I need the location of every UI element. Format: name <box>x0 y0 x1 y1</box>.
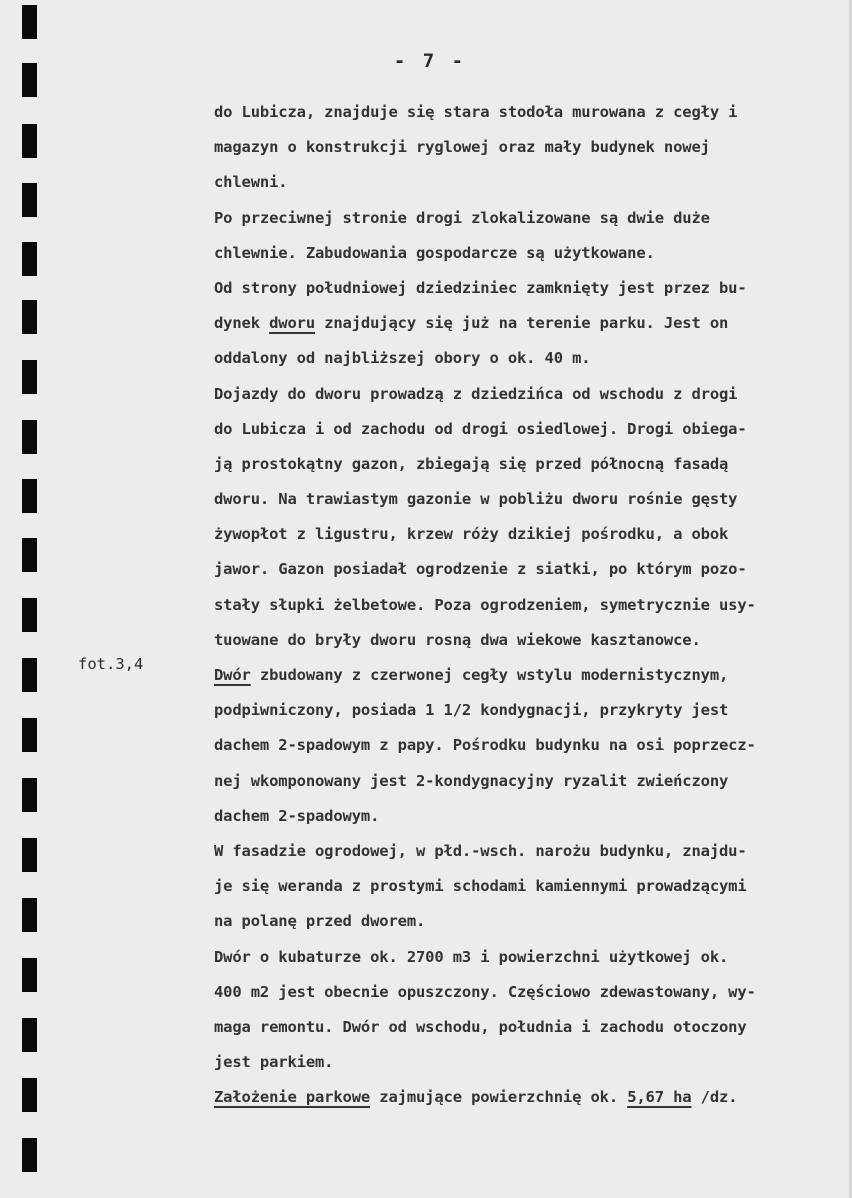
text-segment: do Lubicza, znajduje się stara stodoła murowana z cegły i <box>214 103 738 121</box>
text-segment: /dz. <box>691 1088 738 1107</box>
binding-hole <box>22 242 37 276</box>
text-line <box>214 693 844 728</box>
text-line <box>214 517 844 552</box>
text-segment: ją prostokątny gazon, zbiegają się przed północną fasadą <box>214 454 729 473</box>
text-segment: je się weranda z prostymi schodami kamiennymi prowadzącymi <box>214 877 747 896</box>
text-segment: na polanę przed dworem. <box>214 912 426 931</box>
binding-hole <box>22 838 37 872</box>
text-line <box>214 904 844 939</box>
text-segment: dworu. Na trawiastym gazonie w pobliżu dworu rośnie gęsty <box>214 490 738 509</box>
text-segment: jawor. Gazon posiadał ogrodzenie z siatki, po którym pozo- <box>214 560 747 579</box>
binding-hole <box>22 718 37 752</box>
binding-hole <box>22 5 37 39</box>
text-segment: maga remontu. Dwór od wschodu, południa i zachodu otoczony <box>214 1017 747 1036</box>
binding-hole <box>22 1018 37 1052</box>
text-line <box>214 1010 844 1045</box>
text-segment: żywopłot z ligustru, krzew róży dzikiej pośrodku, a obok <box>214 525 729 544</box>
text-line <box>214 623 844 658</box>
text-line <box>214 940 844 975</box>
binding-hole <box>22 183 37 217</box>
text-line <box>214 447 844 482</box>
text-line <box>214 588 844 623</box>
binding-hole <box>22 598 37 632</box>
text-segment: dachem 2-spadowym. <box>214 806 380 825</box>
text-line <box>214 975 844 1010</box>
text-segment: tuowane do bryły dworu rosną dwa wiekowe kasztanowce. <box>214 630 701 649</box>
text-line <box>214 869 844 904</box>
text-segment: Od strony południowej dziedziniec zamknięty jest przez bu- <box>214 278 747 297</box>
underlined-text: dworu <box>269 314 316 333</box>
text-line <box>214 306 844 341</box>
binding-hole <box>22 1138 37 1172</box>
text-line <box>214 728 844 763</box>
text-segment: zbudowany z czerwonej cegły wstylu modernistycznym, <box>250 666 729 684</box>
text-line <box>214 95 844 130</box>
text-line <box>214 764 844 799</box>
text-segment: nej wkomponowany jest 2-kondygnacyjny ryzalit zwieńczony <box>214 771 729 790</box>
text-segment: jest parkiem. <box>214 1053 334 1072</box>
text-segment: 400 m2 jest obecnie opuszczony. Częściowo zdewastowany, wy- <box>214 982 756 1001</box>
text-line <box>214 341 844 376</box>
underlined-text: Dwór <box>214 666 251 684</box>
underlined-text: Założenie parkowe <box>214 1088 371 1107</box>
margin-note-photo-ref: fot.3,4 <box>78 655 144 673</box>
text-segment: chlewnie. Zabudowania gospodarcze są użytkowane. <box>214 243 655 262</box>
binding-hole <box>22 479 37 513</box>
text-line <box>214 1045 844 1080</box>
binding-hole <box>22 1078 37 1112</box>
text-segment: Dojazdy do dworu prowadzą z dziedzińca od wschodu z drogi <box>214 384 738 403</box>
text-segment: W fasadzie ogrodowej, w płd.-wsch. narożu budynku, znajdu- <box>214 841 747 860</box>
text-line <box>214 271 844 306</box>
text-line <box>214 377 844 412</box>
text-line <box>214 165 844 200</box>
text-line <box>214 658 844 693</box>
text-segment: podpiwniczony, posiada 1 1/2 kondygnacji, przykryty jest <box>214 701 729 720</box>
text-segment: Dwór o kubaturze ok. 2700 m3 i powierzchni użytkowej ok. <box>214 947 729 966</box>
text-line <box>214 552 844 587</box>
body-text <box>214 95 844 1115</box>
binding-hole <box>22 658 37 692</box>
binding-hole <box>22 778 37 812</box>
text-line <box>214 412 844 447</box>
binding-hole <box>22 360 37 394</box>
binding-hole <box>22 300 37 334</box>
binding-hole <box>22 420 37 454</box>
binding-holes <box>22 0 40 1198</box>
binding-hole <box>22 63 37 97</box>
text-line <box>214 236 844 271</box>
text-segment: chlewni. <box>214 173 288 192</box>
binding-hole <box>22 958 37 992</box>
underlined-text: 5,67 ha <box>627 1088 692 1107</box>
text-segment: Po przeciwnej stronie drogi zlokalizowane są dwie duże <box>214 208 710 227</box>
binding-hole <box>22 124 37 158</box>
page-number: - 7 - <box>393 50 467 72</box>
binding-hole <box>22 898 37 932</box>
text-line <box>214 834 844 869</box>
text-segment: znajdujący się już na terenie parku. Jest on <box>315 314 729 333</box>
text-segment: dachem 2-spadowym z papy. Pośrodku budynku na osi poprzecz- <box>214 736 756 755</box>
text-segment: do Lubicza i od zachodu od drogi osiedlowej. Drogi obiega- <box>214 419 747 438</box>
text-segment: oddalony od najbliższej obory o ok. 40 m. <box>214 349 591 368</box>
binding-hole <box>22 538 37 572</box>
text-line <box>214 1080 844 1115</box>
text-line <box>214 201 844 236</box>
text-segment: stały słupki żelbetowe. Poza ogrodzeniem, symetrycznie usy- <box>214 595 756 614</box>
text-segment: magazyn o konstrukcji ryglowej oraz mały budynek nowej <box>214 138 710 157</box>
text-line <box>214 799 844 834</box>
text-line <box>214 482 844 517</box>
text-segment: dynek <box>214 314 270 333</box>
text-segment: zajmujące powierzchnię ok. <box>370 1088 628 1107</box>
text-line <box>214 130 844 165</box>
